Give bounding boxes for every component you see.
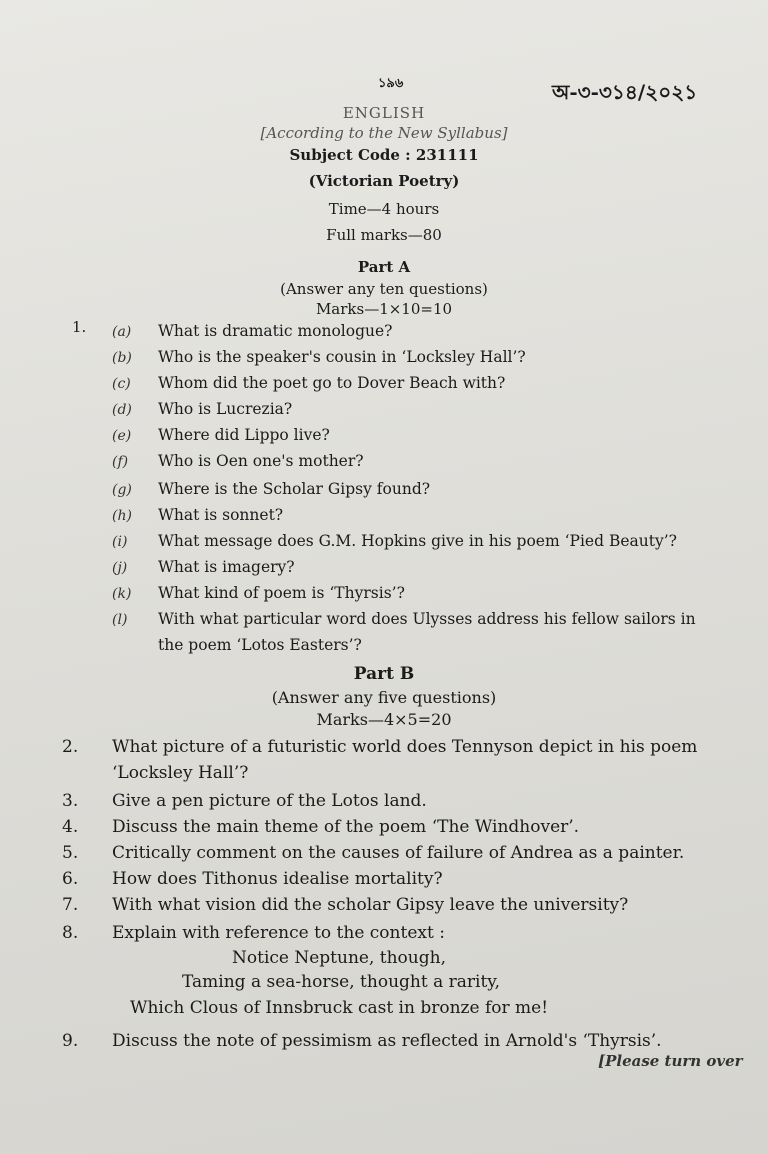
- part-b-instruction: (Answer any five questions): [271, 688, 497, 707]
- question-text: Discuss the note of pessimism as reflected in Arnold's ‘Thyrsis’.: [112, 1031, 662, 1051]
- question-number: 6.: [62, 869, 79, 889]
- sub-question-text: Who is the speaker's cousin in ‘Locksley Hall’?: [158, 348, 526, 366]
- sub-question-label: (g): [112, 482, 132, 498]
- sub-question-text: What is sonnet?: [158, 506, 284, 524]
- question-number: 4.: [62, 817, 79, 837]
- question-text: Discuss the main theme of the poem ‘The Windhover’.: [112, 817, 580, 837]
- question-text: With what vision did the scholar Gipsy leave the university?: [112, 895, 629, 915]
- sub-question-label: (f): [112, 454, 129, 470]
- turn-over-note: [Please turn over: [598, 1052, 743, 1070]
- sub-question-label: (l): [112, 612, 128, 628]
- question: [62, 814, 732, 840]
- question-text: Give a pen picture of the Lotos land.: [112, 791, 427, 811]
- question-text: How does Tithonus idealise mortality?: [112, 869, 443, 889]
- sub-question: [112, 344, 526, 371]
- part-b-title: Part B: [353, 664, 415, 684]
- paper-name: (Victorian Poetry): [308, 172, 460, 190]
- quote-line: Taming a sea-horse, thought a rarity,: [182, 972, 501, 992]
- full-marks: Full marks—80: [326, 226, 442, 244]
- question: [62, 892, 732, 918]
- sub-question-text: With what particular word does Ulysses address his fellow sailors in the poem ‘Lotos Easters’?: [158, 610, 696, 654]
- part-a-marks: Marks—1×10=10: [315, 300, 453, 318]
- sub-question-label: (j): [112, 560, 128, 576]
- sub-question-text: Who is Lucrezia?: [158, 400, 293, 418]
- question: [62, 734, 732, 786]
- sub-question-text: What message does G.M. Hopkins give in his poem ‘Pied Beauty’?: [158, 532, 677, 550]
- part-a-title: Part A: [357, 258, 411, 276]
- quote-line: Which Clous of Innsbruck cast in bronze for me!: [130, 998, 549, 1018]
- sub-question-text: Where did Lippo live?: [158, 426, 330, 444]
- time-limit: Time—4 hours: [328, 200, 440, 218]
- sub-question-text: What kind of poem is ‘Thyrsis’?: [158, 584, 405, 602]
- sub-question-label: (c): [112, 376, 131, 392]
- question: [62, 840, 732, 866]
- sub-question-text: What is imagery?: [158, 558, 295, 576]
- question-number: 2.: [62, 737, 79, 757]
- page-number: ১৯৬: [378, 76, 404, 91]
- syllabus-note: [According to the New Syllabus]: [260, 124, 508, 142]
- sub-question: [112, 606, 718, 658]
- sub-question: [112, 554, 295, 581]
- sub-question: [112, 370, 505, 397]
- sub-question-text: Who is Oen one's mother?: [158, 452, 364, 470]
- question-text: What picture of a futuristic world does Tennyson depict in his poem ‘Locksley Hall’?: [112, 737, 698, 783]
- sub-question: [112, 580, 405, 607]
- question: [62, 920, 732, 946]
- sub-question-label: (h): [112, 508, 132, 524]
- sub-question: [112, 476, 430, 503]
- question-number: 8.: [62, 923, 79, 943]
- question: [62, 1028, 732, 1054]
- sub-question-label: (i): [112, 534, 128, 550]
- part-b-marks: Marks—4×5=20: [316, 710, 452, 729]
- sub-question-text: Where is the Scholar Gipsy found?: [158, 480, 431, 498]
- sub-question-label: (e): [112, 428, 132, 444]
- question: [62, 788, 732, 814]
- question-number: 3.: [62, 791, 79, 811]
- subject-code: Subject Code : 231111: [289, 146, 479, 164]
- subject-title: ENGLISH: [342, 104, 426, 122]
- sub-question-label: (d): [112, 402, 132, 418]
- question: [62, 866, 732, 892]
- sub-question: [112, 396, 292, 423]
- question-text: Explain with reference to the context :: [112, 923, 445, 943]
- question-number: 9.: [62, 1031, 79, 1051]
- sub-question: [112, 528, 677, 555]
- sub-question: [112, 318, 392, 345]
- quote-line: Notice Neptune, though,: [232, 948, 446, 968]
- sub-question-label: (a): [112, 324, 132, 340]
- question-text: Critically comment on the causes of failure of Andrea as a painter.: [112, 843, 685, 863]
- sub-question: [112, 422, 330, 449]
- sub-question-text: What is dramatic monologue?: [158, 322, 393, 340]
- question-number: 7.: [62, 895, 79, 915]
- sub-question: [112, 448, 364, 475]
- question-number: 1.: [72, 318, 87, 336]
- sub-question-label: (k): [112, 586, 132, 602]
- exam-code: অ-৩-৩১৪/২০২১: [552, 80, 698, 104]
- sub-question: [112, 502, 283, 529]
- sub-question-text: Whom did the poet go to Dover Beach with?: [158, 374, 506, 392]
- part-a-instruction: (Answer any ten questions): [280, 280, 488, 298]
- sub-question-label: (b): [112, 350, 132, 366]
- question-number: 5.: [62, 843, 79, 863]
